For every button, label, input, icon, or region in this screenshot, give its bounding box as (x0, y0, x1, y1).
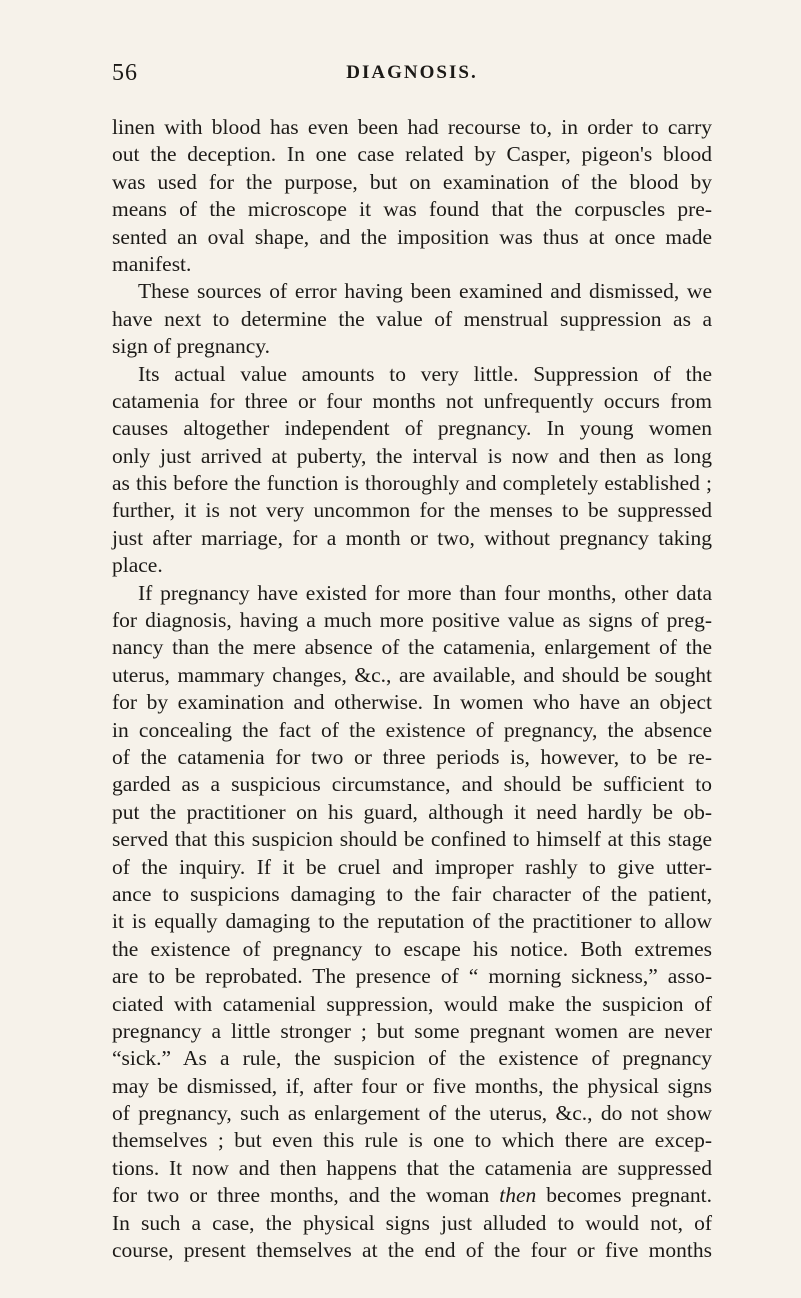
text-line: was used for the purpose, but on examination of the blood by (112, 169, 712, 194)
text-line: for diagnosis, having a much more positive value as signs of preg- (112, 608, 712, 633)
text-line: If pregnancy have existed for more than four months, other data (138, 580, 712, 605)
text-line: “sick.” As a rule, the suspicion of the existence of pregnancy (112, 1046, 712, 1071)
text-line: catamenia for three or four months not unfrequently occurs from (112, 388, 712, 413)
text-line: as this before the function is thoroughly and completely established ; (112, 471, 712, 496)
body-text (112, 114, 712, 1264)
text-line: may be dismissed, if, after four or five months, the physical signs (112, 1073, 712, 1098)
text-line: Its actual value amounts to very little. Suppression of the (138, 361, 712, 386)
text-line: of pregnancy, such as enlargement of the uterus, &c., do not show (112, 1101, 712, 1126)
text-line: garded as a suspicious circumstance, and should be sufficient to (112, 772, 712, 797)
text-line: themselves ; but even this rule is one to which there are excep- (112, 1128, 712, 1153)
text-line: the existence of pregnancy to escape his notice. Both extremes (112, 936, 712, 961)
text-line: in concealing the fact of the existence of pregnancy, the absence (112, 717, 712, 742)
text-line: In such a case, the physical signs just alluded to would not, of (112, 1210, 712, 1235)
text-line: These sources of error having been examined and dismissed, we (138, 279, 712, 304)
text-line: out the deception. In one case related by Casper, pigeon's blood (112, 142, 712, 167)
text-line: of the inquiry. If it be cruel and improper rashly to give utter- (112, 854, 712, 879)
page-number: 56 (112, 60, 138, 86)
text-line: it is equally damaging to the reputation of the practitioner to allow (112, 909, 712, 934)
text-line: ance to suspicions damaging to the fair character of the patient, (112, 881, 712, 906)
emphasis: then (499, 1183, 537, 1208)
page-header (112, 60, 712, 90)
text-line: only just arrived at puberty, the interval is now and then as long (112, 443, 712, 468)
text-line: sign of pregnancy. (112, 334, 271, 359)
text-line: for by examination and otherwise. In women who have an object (112, 690, 712, 715)
text-line: are to be reprobated. The presence of “ morning sickness,” asso- (112, 964, 712, 989)
text-line: have next to determine the value of menstrual suppression as a (112, 306, 712, 331)
text-line: just after marriage, for a month or two, without pregnancy taking (112, 525, 712, 550)
text-line: put the practitioner on his guard, although it need hardly be ob- (112, 799, 712, 824)
text-line: nancy than the mere absence of the catamenia, enlargement of the (112, 635, 712, 660)
text-line: uterus, mammary changes, &c., are available, and should be sought (112, 662, 712, 687)
text-line: sented an oval shape, and the imposition was thus at once made (112, 224, 712, 249)
text-line: tions. It now and then happens that the catamenia are suppressed (112, 1155, 712, 1180)
text-line: linen with blood has even been had recourse to, in order to carry (112, 115, 712, 139)
text-line: pregnancy a little stronger ; but some pregnant women are never (112, 1018, 712, 1043)
text-line: means of the microscope it was found that the corpuscles pre- (112, 197, 712, 222)
text-line: of the catamenia for two or three periods is, however, to be re- (112, 744, 712, 769)
text-line: for two or three months, and the woman then becomes pregnant. (112, 1183, 712, 1208)
text-line: served that this suspicion should be confined to himself at this stage (112, 827, 712, 852)
text-line: manifest. (112, 251, 192, 276)
running-head: DIAGNOSIS. (346, 62, 478, 83)
text-line: ciated with catamenial suppression, would make the suspicion of (112, 991, 712, 1016)
text-line: course, present themselves at the end of the four or five months (112, 1238, 712, 1263)
text-line: place. (112, 553, 163, 578)
text-line: causes altogether independent of pregnancy. In young women (112, 416, 712, 441)
text-line: further, it is not very uncommon for the menses to be suppressed (112, 498, 712, 523)
